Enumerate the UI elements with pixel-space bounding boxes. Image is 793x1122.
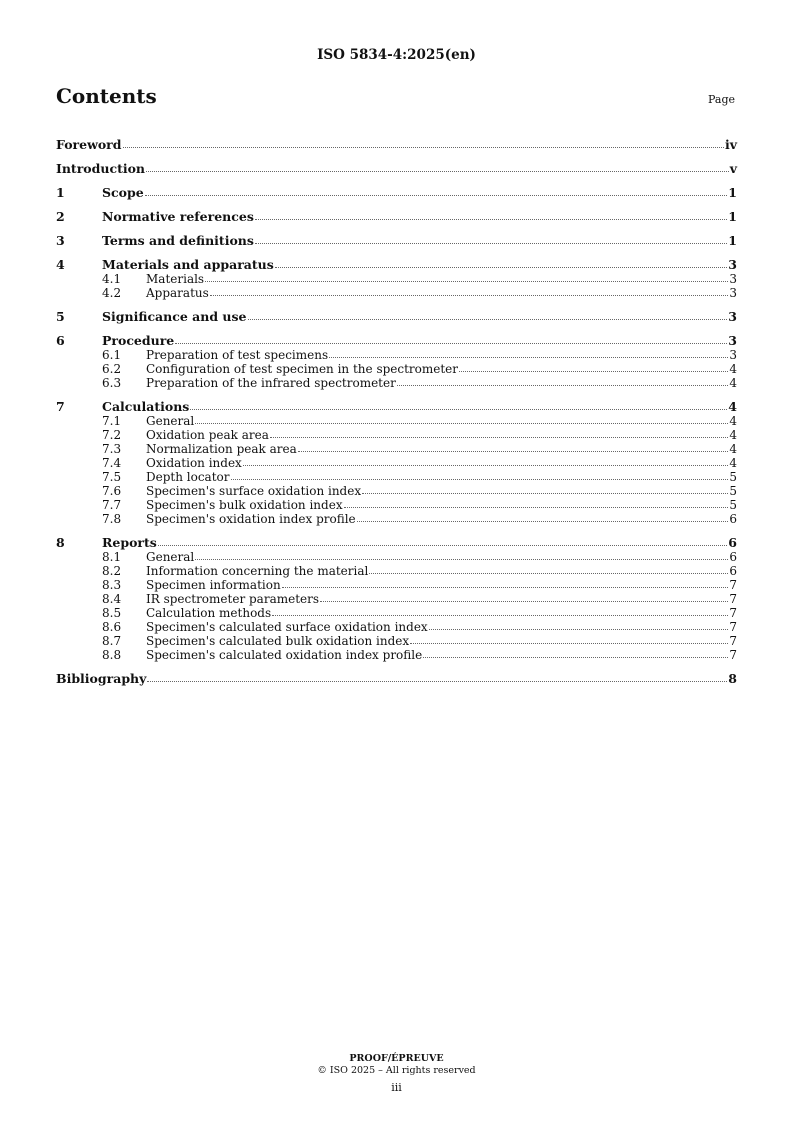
toc-entry-number: 5 bbox=[56, 309, 65, 324]
toc-entry-number: 7.5 bbox=[102, 470, 122, 484]
dot-leader bbox=[255, 243, 727, 244]
toc-entry-number: 7.7 bbox=[102, 498, 122, 512]
toc-entry-title: Oxidation index bbox=[146, 456, 242, 470]
toc-entry[interactable] bbox=[56, 526, 737, 550]
toc-entry-title: Preparation of the infrared spectrometer bbox=[146, 376, 396, 390]
toc-entry-page: 3 bbox=[728, 257, 737, 272]
toc-entry-title: Reports bbox=[102, 535, 157, 550]
toc-entry-page: 8 bbox=[728, 671, 737, 686]
toc-entry[interactable] bbox=[56, 128, 737, 152]
dot-leader bbox=[195, 423, 728, 424]
toc-entry-title: Terms and definitions bbox=[102, 233, 254, 248]
toc-entry-title: Procedure bbox=[102, 333, 175, 348]
toc-entry-number: 8.3 bbox=[102, 578, 122, 592]
toc-entry[interactable] bbox=[56, 248, 737, 272]
toc-entry-number: 3 bbox=[56, 233, 65, 248]
toc-entry-page: 4 bbox=[729, 414, 737, 428]
toc-subentry[interactable] bbox=[56, 376, 737, 390]
toc-entry-title: Specimen's calculated oxidation index profile bbox=[146, 648, 423, 662]
dot-leader bbox=[397, 385, 729, 386]
toc-entry-page: 6 bbox=[729, 550, 737, 564]
toc-entry-number: 7.3 bbox=[102, 442, 122, 456]
toc-subentry[interactable] bbox=[56, 470, 737, 484]
dot-leader bbox=[272, 615, 728, 616]
toc-entry-title: Scope bbox=[102, 185, 144, 200]
toc-subentry[interactable] bbox=[56, 442, 737, 456]
dot-leader bbox=[410, 643, 728, 644]
toc-subentry[interactable] bbox=[56, 414, 737, 428]
toc-entry-page: iv bbox=[724, 137, 737, 152]
page-number: iii bbox=[391, 1081, 402, 1094]
toc-entry-page: 7 bbox=[729, 634, 737, 648]
toc-entry-page: 7 bbox=[729, 648, 737, 662]
toc-entry-number: 6.1 bbox=[102, 348, 122, 362]
toc-entry-title: Specimen's calculated bulk oxidation index bbox=[146, 634, 410, 648]
toc-entry[interactable] bbox=[56, 176, 737, 200]
toc-entry-page: 7 bbox=[729, 592, 737, 606]
page-column-label: Page bbox=[708, 93, 736, 106]
toc-entry-title: Significance and use bbox=[102, 309, 247, 324]
dot-leader bbox=[255, 219, 727, 220]
dot-leader bbox=[158, 545, 727, 546]
toc-entry-number: 8.5 bbox=[102, 606, 122, 620]
toc-entry-title: Calculations bbox=[102, 399, 190, 414]
toc-entry-number: 6 bbox=[56, 333, 65, 348]
toc-entry-page: 4 bbox=[729, 442, 737, 456]
toc-entry-number: 7 bbox=[56, 399, 65, 414]
dot-leader bbox=[205, 281, 728, 282]
toc-entry-title: Bibliography bbox=[56, 671, 147, 686]
toc-entry-page: 3 bbox=[729, 272, 737, 286]
toc-entry-title: Apparatus bbox=[146, 286, 209, 300]
toc-entry-number: 8.6 bbox=[102, 620, 122, 634]
toc-subentry[interactable] bbox=[56, 634, 737, 648]
toc-subentry[interactable] bbox=[56, 348, 737, 362]
toc-entry-number: 8.1 bbox=[102, 550, 122, 564]
dot-leader bbox=[195, 559, 728, 560]
copyright-notice: © ISO 2025 – All rights reserved bbox=[317, 1065, 476, 1076]
dot-leader bbox=[357, 521, 729, 522]
toc-subentry[interactable] bbox=[56, 578, 737, 592]
dot-leader bbox=[329, 357, 728, 358]
toc-entry-title: Calculation methods bbox=[146, 606, 272, 620]
dot-leader bbox=[298, 451, 729, 452]
toc-entry-title: Specimen's oxidation index profile bbox=[146, 512, 356, 526]
toc-entry[interactable] bbox=[56, 224, 737, 248]
toc-entry-page: 5 bbox=[729, 498, 737, 512]
toc-entry-number: 7.8 bbox=[102, 512, 122, 526]
toc-subentry[interactable] bbox=[56, 498, 737, 512]
toc-subentry[interactable] bbox=[56, 512, 737, 526]
toc-entry-page: 4 bbox=[729, 362, 737, 376]
toc-subentry[interactable] bbox=[56, 484, 737, 498]
contents-title: Contents bbox=[56, 84, 157, 108]
toc-entry-title: Materials and apparatus bbox=[102, 257, 274, 272]
dot-leader bbox=[275, 267, 728, 268]
toc-entry-page: 3 bbox=[729, 348, 737, 362]
toc-subentry[interactable] bbox=[56, 428, 737, 442]
dot-leader bbox=[248, 319, 728, 320]
toc-entry-title: Information concerning the material bbox=[146, 564, 369, 578]
dot-leader bbox=[429, 629, 729, 630]
page-footer bbox=[0, 1053, 793, 1094]
toc-entry-title: Specimen's calculated surface oxidation index bbox=[146, 620, 428, 634]
toc-entry-number: 1 bbox=[56, 185, 65, 200]
toc-entry-title: Specimen's surface oxidation index bbox=[146, 484, 362, 498]
toc-entry-page: 7 bbox=[729, 606, 737, 620]
toc-entry[interactable] bbox=[56, 662, 737, 686]
toc-entry-number: 4 bbox=[56, 257, 65, 272]
proof-label: PROOF/ÉPREUVE bbox=[349, 1053, 444, 1064]
toc-subentry[interactable] bbox=[56, 272, 737, 286]
toc-entry-number: 2 bbox=[56, 209, 65, 224]
toc-entry-page: 1 bbox=[728, 233, 737, 248]
document-id-header: ISO 5834-4:2025(en) bbox=[317, 47, 476, 63]
dot-leader bbox=[344, 507, 729, 508]
toc-entry-page: 7 bbox=[729, 620, 737, 634]
toc-subentry[interactable] bbox=[56, 620, 737, 634]
toc-subentry[interactable] bbox=[56, 362, 737, 376]
toc-subentry[interactable] bbox=[56, 456, 737, 470]
dot-leader bbox=[231, 479, 729, 480]
toc-entry-number: 8.4 bbox=[102, 592, 122, 606]
toc-entry[interactable] bbox=[56, 300, 737, 324]
dot-leader bbox=[423, 657, 728, 658]
toc-entry-number: 4.1 bbox=[102, 272, 122, 286]
toc-entry-title: Oxidation peak area bbox=[146, 428, 269, 442]
dot-leader bbox=[145, 195, 728, 196]
toc-subentry[interactable] bbox=[56, 592, 737, 606]
dot-leader bbox=[270, 437, 728, 438]
toc-entry-number: 8 bbox=[56, 535, 65, 550]
toc-subentry[interactable] bbox=[56, 564, 737, 578]
dot-leader bbox=[320, 601, 728, 602]
toc-entry-page: 5 bbox=[729, 470, 737, 484]
toc-entry-number: 6.2 bbox=[102, 362, 122, 376]
toc-entry-page: 6 bbox=[729, 512, 737, 526]
toc-entry-title: General bbox=[146, 414, 195, 428]
toc-entry-page: 4 bbox=[729, 376, 737, 390]
toc-entry-title: Materials bbox=[146, 272, 205, 286]
toc-entry-page: v bbox=[729, 161, 737, 176]
toc-entry-title: Specimen information bbox=[146, 578, 281, 592]
toc-entry-page: 4 bbox=[729, 428, 737, 442]
toc-entry-page: 6 bbox=[728, 535, 737, 550]
toc-entry-page: 3 bbox=[728, 309, 737, 324]
dot-leader bbox=[459, 371, 728, 372]
dot-leader bbox=[369, 573, 728, 574]
toc-entry-page: 6 bbox=[729, 564, 737, 578]
dot-leader bbox=[243, 465, 729, 466]
toc-entry-title: Configuration of test specimen in the spectrometer bbox=[146, 362, 459, 376]
toc-subentry[interactable] bbox=[56, 606, 737, 620]
toc-entry-page: 4 bbox=[728, 399, 737, 414]
dot-leader bbox=[190, 409, 727, 410]
toc-entry-title: Preparation of test specimens bbox=[146, 348, 329, 362]
toc-entry-number: 6.3 bbox=[102, 376, 122, 390]
dot-leader bbox=[147, 681, 727, 682]
toc-entry-number: 7.4 bbox=[102, 456, 122, 470]
toc-entry-number: 7.6 bbox=[102, 484, 122, 498]
toc-entry[interactable] bbox=[56, 200, 737, 224]
toc-entry-number: 7.1 bbox=[102, 414, 122, 428]
toc-entry[interactable] bbox=[56, 324, 737, 348]
toc-entry-page: 3 bbox=[728, 333, 737, 348]
toc-subentry[interactable] bbox=[56, 286, 737, 300]
toc-entry-page: 7 bbox=[729, 578, 737, 592]
toc-entry-title: Introduction bbox=[56, 161, 146, 176]
toc-entry-page: 4 bbox=[729, 456, 737, 470]
toc-entry-number: 8.8 bbox=[102, 648, 122, 662]
dot-leader bbox=[175, 343, 727, 344]
dot-leader bbox=[282, 587, 729, 588]
toc-entry-title: Depth locator bbox=[146, 470, 230, 484]
toc-entry-page: 1 bbox=[728, 209, 737, 224]
dot-leader bbox=[146, 171, 729, 172]
toc-entry-page: 1 bbox=[728, 185, 737, 200]
toc-entry-title: Normative references bbox=[102, 209, 254, 224]
toc-subentry[interactable] bbox=[56, 550, 737, 564]
toc-entry-number: 8.2 bbox=[102, 564, 122, 578]
toc-entry-title: Specimen's bulk oxidation index bbox=[146, 498, 343, 512]
toc-subentry[interactable] bbox=[56, 648, 737, 662]
toc-entry-title: Foreword bbox=[56, 137, 122, 152]
toc-entry[interactable] bbox=[56, 390, 737, 414]
dot-leader bbox=[210, 295, 729, 296]
table-of-contents bbox=[56, 128, 737, 686]
toc-entry-page: 3 bbox=[729, 286, 737, 300]
toc-entry-title: IR spectrometer parameters bbox=[146, 592, 320, 606]
toc-entry[interactable] bbox=[56, 152, 737, 176]
toc-entry-title: Normalization peak area bbox=[146, 442, 297, 456]
toc-entry-page: 5 bbox=[729, 484, 737, 498]
toc-entry-title: General bbox=[146, 550, 195, 564]
toc-entry-number: 8.7 bbox=[102, 634, 122, 648]
dot-leader bbox=[123, 147, 724, 148]
dot-leader bbox=[362, 493, 728, 494]
toc-entry-number: 7.2 bbox=[102, 428, 122, 442]
toc-entry-number: 4.2 bbox=[102, 286, 122, 300]
